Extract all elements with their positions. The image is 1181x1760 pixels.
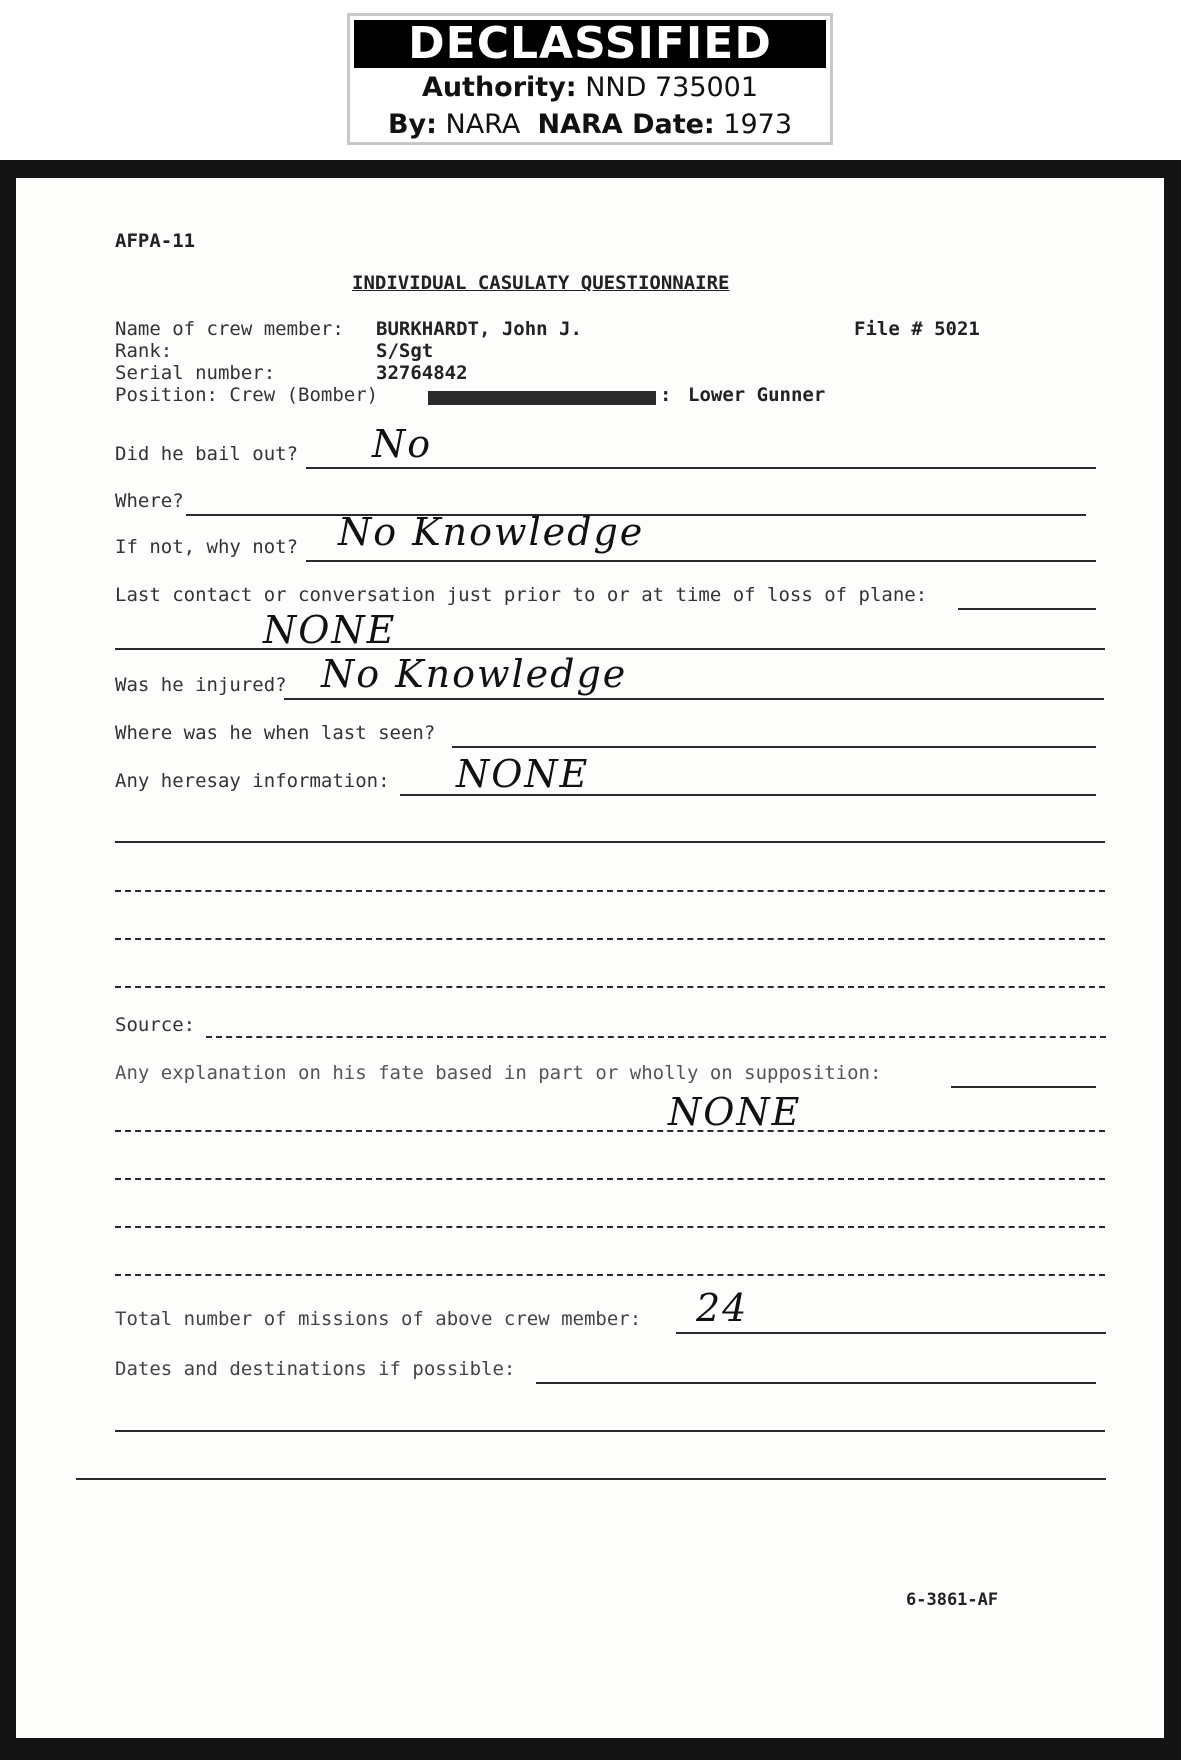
why-answer: No Knowledge [338,510,645,554]
stamp-by-line [350,109,830,140]
bail-line [306,467,1096,469]
explanation-line-3 [115,1178,1105,1180]
hearsay-line-5 [115,986,1105,988]
explanation-answer: NONE [668,1090,802,1134]
hearsay-label: Any heresay information: [115,770,390,792]
file-number: File # 5021 [854,318,980,340]
name-label: Name of crew member: [115,318,344,340]
explanation-label: Any explanation on his fate based in part or wholly on supposition: [115,1062,882,1084]
stamp-title: DECLASSIFIED [354,20,826,68]
stamp-authority-value: NND 735001 [585,72,759,103]
explanation-line-5 [115,1274,1105,1276]
dates-line-3 [76,1478,1106,1480]
last-seen-label: Where was he when last seen? [115,722,436,744]
last-contact-line-1 [958,608,1096,610]
source-line [206,1036,1106,1038]
explanation-line-4 [115,1226,1105,1228]
stamp-date-value: 1973 [723,109,793,140]
source-label: Source: [115,1014,196,1036]
hearsay-answer: NONE [456,752,590,796]
injured-line [284,698,1104,700]
last-contact-label: Last contact or conversation just prior to or at time of loss of plane: [115,584,928,606]
rank-label: Rank: [115,340,173,362]
struck-out-text [428,391,656,405]
why-line [306,560,1096,562]
stamp-by-label: By: [387,109,437,140]
hearsay-line-3 [115,890,1105,892]
stamp-authority-line [350,72,830,103]
explanation-line-1 [951,1086,1096,1088]
hearsay-line-4 [115,938,1105,940]
bail-answer: No [372,422,433,466]
injured-label: Was he injured? [115,674,287,696]
why-label: If not, why not? [115,536,299,558]
stamp-authority-label: Authority: [421,72,577,103]
position-value: Lower Gunner [688,384,826,406]
missions-label: Total number of missions of above crew member: [115,1308,642,1330]
scanned-document [0,160,1181,1760]
form-code: AFPA-11 [115,230,196,252]
stamp-date-label: NARA Date: [537,109,715,140]
name-value: BURKHARDT, John J. [376,318,582,340]
dates-line-2 [115,1430,1105,1432]
position-colon: : [660,384,672,406]
footer-code: 6-3861-AF [906,1590,999,1610]
missions-line [676,1332,1106,1334]
rank-value: S/Sgt [376,340,434,362]
where-label: Where? [115,490,184,512]
form-title: INDIVIDUAL CASULATY QUESTIONNAIRE [352,272,730,294]
bail-label: Did he bail out? [115,443,299,465]
dates-label: Dates and destinations if possible: [115,1358,516,1380]
form-page [16,178,1164,1738]
serial-label: Serial number: [115,362,276,384]
position-label: Position: Crew (Bomber) [115,384,379,406]
last-contact-answer: NONE [263,608,397,652]
explanation-line-2 [115,1130,1105,1132]
missions-answer: 24 [696,1286,749,1330]
serial-value: 32764842 [376,362,468,384]
hearsay-line-2 [115,841,1105,843]
dates-line-1 [536,1382,1096,1384]
stamp-by-value: NARA [445,109,521,140]
last-contact-line-2 [115,648,1105,650]
last-seen-line [452,746,1096,748]
declassified-stamp [347,13,833,145]
injured-answer: No Knowledge [321,652,628,696]
